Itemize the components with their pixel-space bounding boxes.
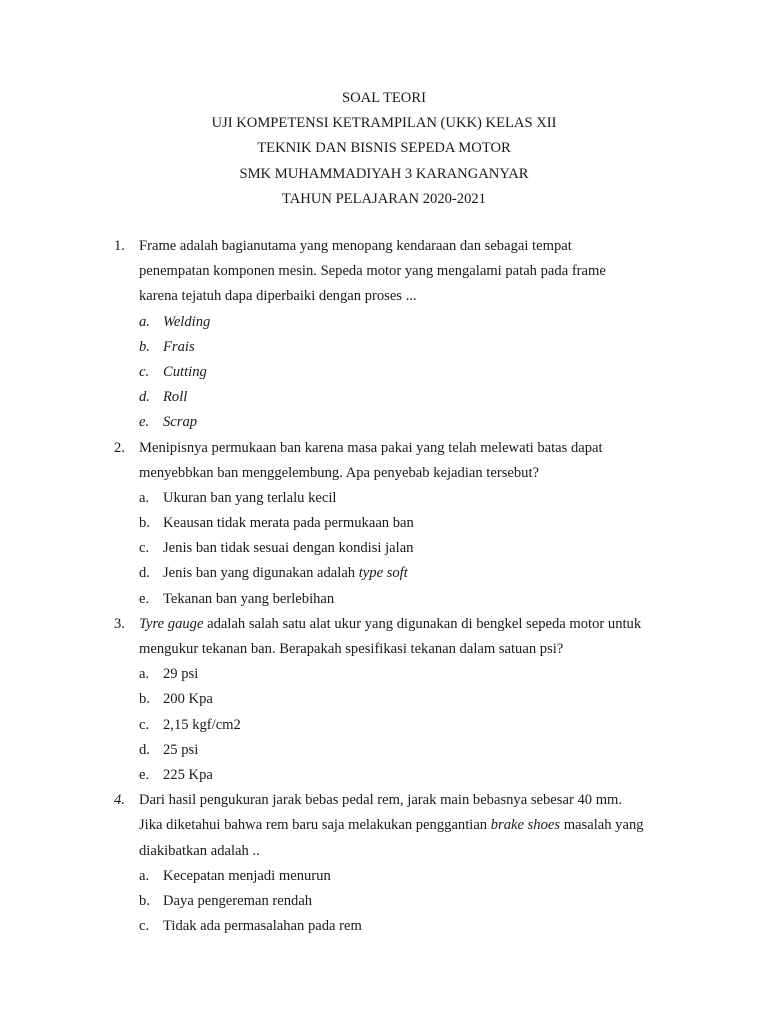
question-text-line: mengukur tekanan ban. Berapakah spesifikasi tekanan dalam satuan psi?	[139, 641, 564, 657]
option-e	[0, 410, 768, 435]
question-text-line: karena tejatuh dapa diperbaiki dengan proses ...	[139, 288, 417, 305]
header-program: TEKNIK DAN BISNIS SEPEDA MOTOR	[257, 140, 511, 157]
option-letter: a.	[139, 666, 150, 683]
option-letter: c.	[139, 716, 150, 733]
question-number: 4.	[114, 792, 125, 809]
question-2	[0, 436, 768, 612]
option-letter: c.	[139, 540, 150, 557]
header-school: SMK MUHAMMADIYAH 3 KARANGANYAR	[239, 165, 529, 182]
option-letter: c.	[139, 363, 150, 380]
option-text: Tidak ada permasalahan pada rem	[163, 918, 362, 935]
question-text-line: menyebbkan ban menggelembung. Apa penyebab kejadian tersebut?	[139, 464, 539, 481]
option-b	[0, 889, 768, 914]
option-text: Tekanan ban yang berlebihan	[163, 590, 335, 607]
question-text-line: Menipisnya permukaan ban karena masa pakai yang telah melewati batas dapat	[139, 439, 603, 456]
question-text-emphasis: Tyre gauge	[139, 615, 204, 632]
option-text: 29 psi	[163, 666, 199, 683]
option-c	[0, 914, 768, 939]
option-letter: a.	[139, 489, 150, 506]
question-3	[0, 612, 768, 788]
question-4	[0, 788, 768, 939]
option-letter: a.	[139, 867, 150, 884]
option-text: Jenis ban yang digunakan adalah	[163, 565, 359, 582]
option-text: 25 psi	[163, 741, 199, 758]
option-text: 225 Kpa	[163, 766, 213, 783]
header-academic-year: TAHUN PELAJARAN 2020-2021	[282, 190, 486, 207]
option-text-emphasis: type soft	[358, 565, 408, 582]
option-letter: d.	[139, 389, 150, 406]
option-c	[0, 713, 768, 738]
option-text: 200 Kpa	[163, 691, 213, 708]
option-text: Jenis ban tidak sesuai dengan kondisi jalan	[163, 540, 414, 557]
question-text-line: diakibatkan adalah ..	[139, 842, 260, 859]
question-stem	[0, 612, 768, 662]
question-1	[0, 234, 768, 436]
option-letter: c.	[139, 918, 150, 935]
option-text: Cutting	[163, 363, 207, 380]
question-list	[0, 234, 768, 939]
option-c	[0, 360, 768, 385]
question-number: 3.	[114, 615, 125, 632]
document-header	[0, 86, 768, 212]
question-number: 2.	[114, 439, 125, 456]
option-letter: d.	[139, 565, 150, 582]
option-a	[0, 486, 768, 511]
header-exam-name: UJI KOMPETENSI KETRAMPILAN (UKK) KELAS XII	[211, 115, 557, 132]
question-text-line	[139, 612, 688, 637]
option-text: Welding	[163, 313, 211, 330]
option-text: Scrap	[163, 414, 198, 431]
header-title: SOAL TEORI	[342, 90, 426, 106]
option-letter: e.	[139, 766, 150, 783]
option-text: 2,15 kgf/cm2	[163, 716, 241, 733]
option-text: Kecepatan menjadi menurun	[163, 867, 331, 884]
option-e	[0, 763, 768, 788]
question-text-line: penempatan komponen mesin. Sepeda motor yang mengalami patah pada frame	[139, 263, 606, 280]
option-letter: e.	[139, 414, 150, 431]
question-stem	[0, 234, 768, 310]
option-text: Daya pengereman rendah	[163, 892, 313, 909]
option-text: Frais	[163, 338, 195, 355]
option-letter: e.	[139, 590, 150, 607]
question-text-emphasis: brake shoes	[490, 817, 561, 834]
question-text: masalah yang	[560, 817, 644, 834]
option-text: Ukuran ban yang terlalu kecil	[163, 489, 337, 506]
option-a	[0, 864, 768, 889]
question-stem	[0, 436, 768, 486]
option-d	[0, 385, 768, 410]
option-c	[0, 536, 768, 561]
option-letter: b.	[139, 338, 150, 355]
option-b	[0, 687, 768, 712]
option-a	[0, 662, 768, 687]
question-text-line: Dari hasil pengukuran jarak bebas pedal rem, jarak main bebasnya sebesar 40 mm.	[139, 792, 623, 809]
option-text: Roll	[163, 389, 188, 406]
option-e	[0, 587, 768, 612]
option-d	[0, 561, 768, 586]
option-d	[0, 738, 768, 763]
option-letter: a.	[139, 313, 150, 330]
question-number: 1.	[114, 238, 125, 254]
option-b	[0, 335, 768, 360]
question-text: adalah salah satu alat ukur yang digunakan di bengkel sepeda motor untuk	[203, 615, 642, 632]
option-letter: b.	[139, 515, 150, 532]
option-b	[0, 511, 768, 536]
option-letter: b.	[139, 691, 150, 708]
question-stem	[0, 788, 768, 864]
question-text: Jika diketahui bahwa rem baru saja melakukan penggantian	[139, 817, 491, 834]
option-text: Keausan tidak merata pada permukaan ban	[163, 515, 414, 532]
option-a	[0, 310, 768, 335]
option-letter: b.	[139, 892, 150, 909]
option-letter: d.	[139, 741, 150, 758]
question-text-line: Frame adalah bagianutama yang menopang kendaraan dan sebagai tempat	[139, 238, 572, 254]
question-text-line	[139, 813, 688, 838]
